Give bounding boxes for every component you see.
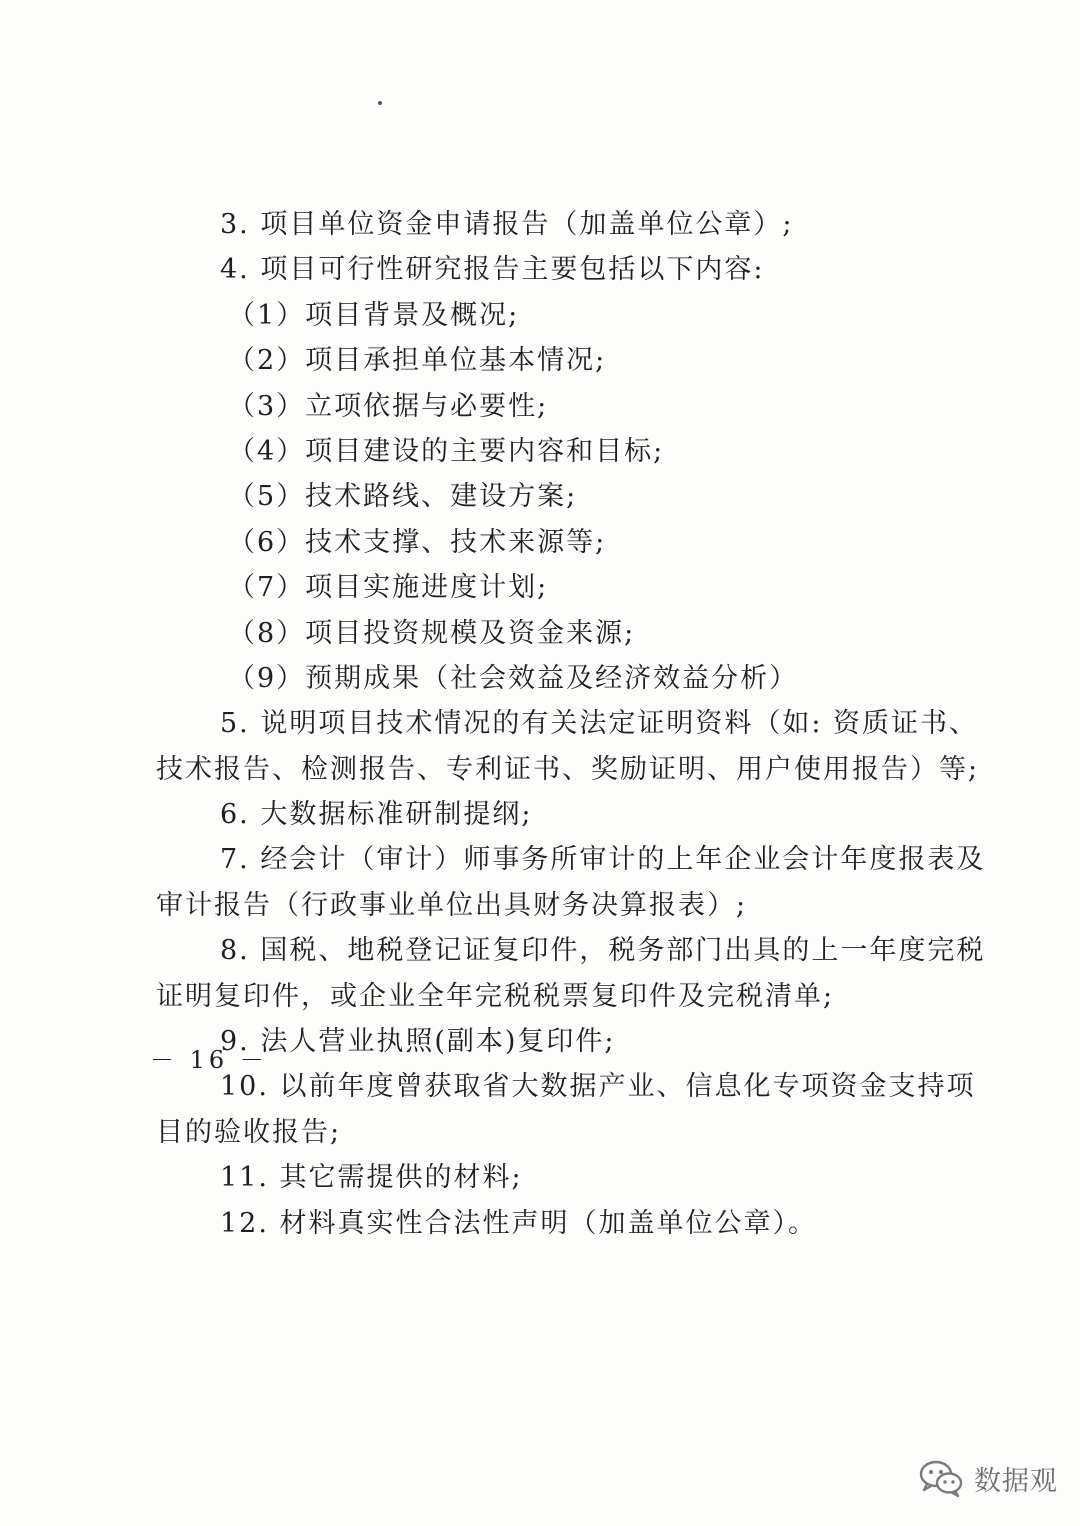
item-11: 11. 其它需提供的材料; <box>220 1162 523 1194</box>
item-7-continued: 审计报告（行政事业单位出具财务决算报表）; <box>156 889 748 921</box>
item-5: 5. 说明项目技术情况的有关法定证明资料（如: 资质证书、 <box>220 708 979 740</box>
scan-speck <box>378 101 382 105</box>
item-3: 3. 项目单位资金申请报告（加盖单位公章）; <box>220 209 794 240</box>
sub-item-8: （8）项目投资规模及资金来源; <box>228 617 636 649</box>
sub-item-6: （6）技术支撑、技术来源等; <box>228 526 607 558</box>
sub-item-3: （3）立项依据与必要性; <box>228 390 549 422</box>
sub-item-9: （9）预期成果（社会效益及经济效益分析） <box>228 662 799 694</box>
item-5-continued: 技术报告、检测报告、专利证书、奖励证明、用户使用报告）等; <box>156 753 980 785</box>
sub-item-7: （7）项目实施进度计划; <box>228 572 549 604</box>
sub-item-5: （5）技术路线、建设方案; <box>228 481 578 513</box>
item-10-continued: 目的验收报告; <box>156 1116 342 1148</box>
item-7: 7. 经会计（审计）师事务所审计的上年企业会计年度报表及 <box>220 844 986 876</box>
sub-item-1: （1）项目背景及概况; <box>228 299 520 331</box>
item-9: 9. 法人营业执照(副本)复印件; <box>220 1026 616 1058</box>
watermark-text: 数据观 <box>974 1465 1058 1497</box>
item-8-continued: 证明复印件，或企业全年完税税票复印件及完税清单; <box>156 980 835 1012</box>
item-4: 4. 项目可行性研究报告主要包括以下内容: <box>220 254 765 286</box>
item-6: 6. 大数据标准研制提纲; <box>220 799 533 831</box>
watermark <box>918 1448 1058 1508</box>
document-body <box>156 202 986 1246</box>
item-12: 12. 材料真实性合法性声明（加盖单位公章）。 <box>220 1207 818 1239</box>
item-10: 10. 以前年度曾获取省大数据产业、信息化专项资金支持项 <box>220 1071 976 1103</box>
page-number: － 16 － <box>150 1046 268 1074</box>
wechat-icon <box>918 1458 964 1498</box>
sub-item-2: （2）项目承担单位基本情况; <box>228 345 607 377</box>
item-8: 8. 国税、地税登记证复印件，税务部门出具的上一年度完税 <box>220 935 986 967</box>
sub-item-4: （4）项目建设的主要内容和目标; <box>228 435 665 467</box>
